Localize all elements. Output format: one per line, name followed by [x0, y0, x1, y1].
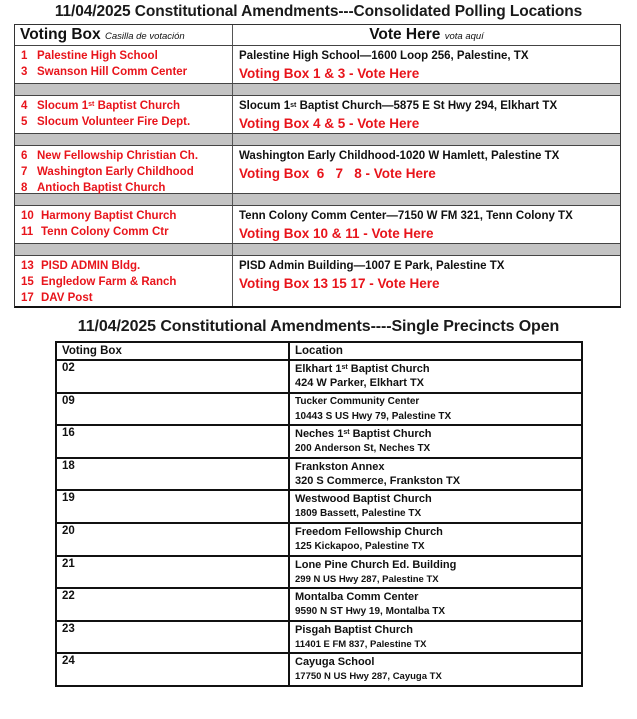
table-row — [57, 489, 581, 522]
box-item — [21, 164, 226, 180]
ordinal-suffix: st — [290, 102, 297, 109]
consolidated-row — [15, 205, 620, 243]
box-list — [15, 96, 233, 133]
box-name: Swanson Hill Comm Center — [37, 66, 188, 78]
header-vote-here-spanish: vota aquí — [444, 31, 484, 42]
voting-box-number: 20 — [57, 524, 290, 555]
location-cell — [290, 459, 581, 490]
voting-box-number: 22 — [57, 589, 290, 620]
location-address: Washington Early Childhood-1020 W Hamlett, Palestine TX — [239, 150, 560, 162]
location-name: Pisgah Baptist Church — [295, 623, 413, 636]
header-vote-here-label: Vote Here — [369, 26, 441, 43]
header-voting-box: Voting Box — [57, 343, 290, 359]
location-cell — [290, 426, 581, 457]
box-number: 8 — [21, 182, 28, 194]
box-item — [21, 224, 226, 240]
location-name: Cayuga School — [295, 656, 375, 669]
single-precincts-title: 11/04/2025 Constitutional Amendments----Single Precincts Open — [77, 318, 560, 335]
vote-here-label: Voting Box 4 & 5 - Vote Here — [239, 116, 420, 131]
box-item — [21, 148, 226, 164]
location-name: Tucker Community Center — [295, 395, 420, 407]
box-name: Engledow Farm & Ranch — [41, 276, 177, 288]
box-name: Slocum 1 — [37, 100, 89, 112]
box-item — [21, 48, 226, 64]
box-number: 17 — [21, 292, 34, 304]
location-address: 424 W Parker, Elkhart TX — [295, 377, 425, 389]
table-row — [57, 457, 581, 490]
vote-here-label: Voting Box 1 & 3 - Vote Here — [239, 66, 420, 81]
vote-location — [233, 146, 620, 193]
voting-box-number: 18 — [57, 459, 290, 490]
box-number: 11 — [21, 226, 34, 238]
box-item — [21, 274, 226, 290]
consolidated-title: 11/04/2025 Constitutional Amendments---Consolidated Polling Locations — [54, 3, 583, 20]
location-cell — [290, 589, 581, 620]
table-row — [57, 620, 581, 653]
separator-row — [15, 83, 620, 95]
location-name: Lone Pine Church Ed. Building — [295, 558, 457, 571]
header-vote-here — [233, 25, 620, 45]
location-address: 320 S Commerce, Frankston TX — [295, 474, 461, 487]
consolidated-row — [15, 145, 620, 193]
location-name-rest: Baptist Church — [349, 428, 432, 441]
box-name-rest: Baptist Church — [94, 100, 180, 112]
location-cell — [290, 622, 581, 653]
ordinal-suffix: st — [341, 364, 348, 371]
location-name: Freedom Fellowship Church — [295, 525, 443, 538]
box-name: Slocum Volunteer Fire Dept. — [37, 116, 191, 128]
header-voting-box-spanish: Casilla de votación — [104, 31, 185, 42]
table-row — [57, 522, 581, 555]
box-name: Washington Early Childhood — [37, 166, 194, 178]
box-item — [21, 114, 226, 130]
location-rest: Baptist Church—5875 E St Hwy 294, Elkhart TX — [296, 100, 558, 112]
table-row — [57, 359, 581, 392]
ordinal-suffix: st — [343, 429, 350, 437]
box-list — [15, 146, 233, 193]
box-list — [15, 206, 233, 243]
box-item — [21, 258, 226, 274]
header-location: Location — [295, 345, 343, 357]
location-name: Westwood Baptist Church — [295, 493, 432, 506]
table-row — [57, 587, 581, 620]
box-item — [21, 98, 226, 114]
separator-row — [15, 133, 620, 145]
voting-box-number: 02 — [57, 361, 290, 392]
box-number: 1 — [21, 50, 28, 62]
location-address: 200 Anderson St, Neches TX — [295, 443, 431, 455]
vote-location — [233, 46, 620, 83]
table-row — [57, 555, 581, 588]
vote-here-label: Voting Box 10 & 11 - Vote Here — [239, 226, 434, 241]
consolidated-header-row — [15, 25, 620, 45]
consolidated-table — [14, 24, 621, 308]
location-name: Montalba Comm Center — [295, 591, 419, 604]
box-name: New Fellowship Christian Ch. — [37, 150, 199, 162]
vote-here-label: Voting Box 13 15 17 - Vote Here — [239, 276, 440, 291]
single-header-row — [57, 343, 581, 359]
box-number: 5 — [21, 116, 28, 128]
location-name — [295, 362, 576, 376]
voting-box-number: 09 — [57, 394, 290, 425]
box-number: 6 — [21, 150, 28, 162]
box-item — [21, 208, 226, 224]
voting-box-number: 21 — [57, 557, 290, 588]
vote-location — [233, 96, 620, 133]
box-name: Palestine High School — [37, 50, 158, 62]
separator-row — [15, 193, 620, 205]
consolidated-row — [15, 45, 620, 83]
box-number: 7 — [21, 166, 28, 178]
box-number: 4 — [21, 100, 28, 112]
box-name: Antioch Baptist Church — [37, 182, 166, 194]
ordinal-suffix: st — [88, 101, 95, 108]
location-address: 17750 N US Hwy 287, Cayuga TX — [295, 671, 442, 683]
consolidated-row — [15, 95, 620, 133]
consolidated-row — [15, 255, 620, 306]
table-row — [57, 424, 581, 457]
table-row — [57, 652, 581, 685]
location-address: Tenn Colony Comm Center—7150 W FM 321, Tenn Colony TX — [239, 210, 573, 222]
location-address: Palestine High School—1600 Loop 256, Palestine, TX — [239, 50, 529, 62]
location-cell — [290, 361, 581, 392]
single-precincts-table — [55, 341, 583, 687]
location-name: Slocum 1 — [239, 100, 291, 112]
header-voting-box-label: Voting Box — [20, 26, 101, 43]
header-voting-box — [15, 25, 233, 45]
location-address: 1809 Bassett, Palestine TX — [295, 508, 422, 520]
vote-here-label: Voting Box 6 7 8 - Vote Here — [239, 166, 436, 181]
box-name: Tenn Colony Comm Ctr — [41, 226, 169, 238]
location-address — [239, 98, 614, 115]
location-cell — [290, 491, 581, 522]
box-name: DAV Post — [41, 292, 93, 304]
location-cell — [290, 524, 581, 555]
box-name: PISD ADMIN Bldg. — [41, 260, 141, 272]
box-number: 15 — [21, 276, 34, 288]
box-number: 13 — [21, 260, 34, 272]
box-list — [15, 46, 233, 83]
voting-box-number: 23 — [57, 622, 290, 653]
box-list — [15, 256, 233, 306]
location-name-rest: Baptist Church — [347, 363, 430, 375]
box-item — [21, 290, 226, 306]
box-number: 10 — [21, 210, 34, 222]
vote-location — [233, 256, 620, 306]
box-item — [21, 64, 226, 80]
location-name-part: Neches 1 — [295, 428, 344, 441]
location-address: 10443 S US Hwy 79, Palestine TX — [295, 410, 452, 422]
location-cell — [290, 394, 581, 425]
location-name — [295, 427, 576, 441]
voting-box-number: 19 — [57, 491, 290, 522]
location-address: PISD Admin Building—1007 E Park, Palestine TX — [239, 260, 505, 272]
location-address: 299 N US Hwy 287, Palestine TX — [295, 573, 439, 585]
box-name: Harmony Baptist Church — [41, 210, 177, 222]
vote-location — [233, 206, 620, 243]
location-cell — [290, 557, 581, 588]
location-name: Frankston Annex — [295, 460, 385, 473]
location-address: 9590 N ST Hwy 19, Montalba TX — [295, 606, 446, 618]
voting-box-number: 16 — [57, 426, 290, 457]
voting-box-number: 24 — [57, 654, 290, 685]
location-address: 125 Kickapoo, Palestine TX — [295, 540, 425, 552]
location-address: 11401 E FM 837, Palestine TX — [295, 638, 427, 650]
location-name-part: Elkhart 1 — [295, 363, 342, 375]
location-cell — [290, 654, 581, 685]
box-number: 3 — [21, 66, 28, 78]
separator-row — [15, 243, 620, 255]
table-row — [57, 392, 581, 425]
